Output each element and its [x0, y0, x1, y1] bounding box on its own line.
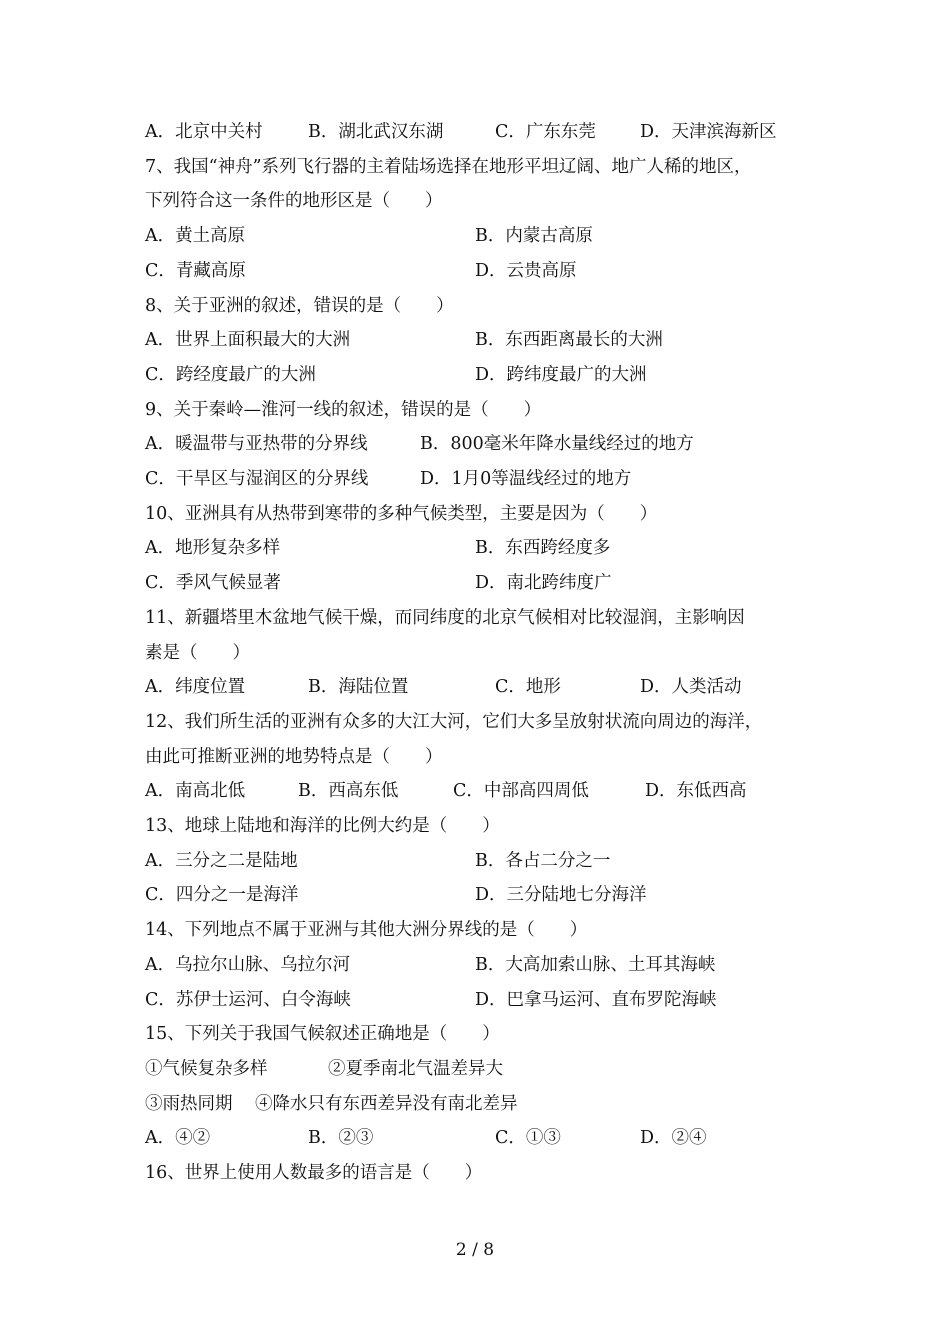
question-stem: 由此可推断亚洲的地势特点是（ ） [145, 746, 443, 767]
answer-option: B．②③ [308, 1128, 374, 1149]
question-stem: 8、关于亚洲的叙述，错误的是（ ） [145, 295, 454, 316]
question-stem: 下列符合这一条件的地形区是（ ） [145, 191, 443, 212]
answer-option: D．1月0等温线经过的地方 [420, 469, 632, 489]
answer-option: D．②④ [640, 1128, 707, 1149]
question-stem: 14、下列地点不属于亚洲与其他大洲分界线的是（ ） [145, 920, 588, 941]
answer-option: D．跨纬度最广的大洲 [475, 364, 647, 385]
options-row [145, 1054, 825, 1084]
answer-option: D．人类活动 [640, 677, 742, 698]
options-row [145, 256, 825, 286]
answer-option: C．苏伊士运河、白令海峡 [145, 989, 351, 1010]
answer-option: A．地形复杂多样 [145, 538, 281, 559]
answer-option: B．东西距离最长的大洲 [475, 330, 663, 351]
answer-option: D．三分陆地七分海洋 [475, 885, 647, 906]
options-row [145, 568, 825, 598]
answer-option: B．大高加索山脉、土耳其海峡 [475, 954, 716, 975]
question-stem: 15、下列关于我国气候叙述正确地是（ ） [145, 1024, 500, 1045]
options-row [145, 325, 825, 355]
question-stem: 12、我们所生活的亚洲有众多的大江大河，它们大多呈放射状流向周边的海洋， [145, 711, 763, 732]
answer-option: ④降水只有东西差异没有南北差异 [255, 1093, 518, 1114]
answer-option: A．④② [145, 1128, 211, 1149]
answer-option: C．跨经度最广的大洲 [145, 364, 316, 385]
answer-option: ③雨热同期 [145, 1093, 233, 1114]
answer-option: A．世界上面积最大的大洲 [145, 330, 351, 351]
answer-option: C．广东东莞 [495, 122, 596, 142]
answer-option: C．①③ [495, 1128, 561, 1149]
question-stem: 10、亚洲具有从热带到寒带的多种气候类型，主要是因为（ ） [145, 503, 658, 524]
answer-option: C．季风气候显著 [145, 573, 281, 594]
answer-option: C．青藏高原 [145, 260, 246, 281]
question-stem: 素是（ ） [145, 642, 250, 663]
options-row [145, 672, 825, 702]
options-row [145, 1089, 825, 1119]
answer-option: B．内蒙古高原 [475, 226, 593, 247]
options-row [145, 1123, 825, 1153]
options-row [145, 985, 825, 1015]
question-stem: 13、地球上陆地和海洋的比例大约是（ ） [145, 816, 500, 836]
answer-option: B．西高东低 [298, 781, 399, 802]
answer-option: C．干旱区与湿润区的分界线 [145, 469, 369, 489]
options-row [145, 880, 825, 910]
answer-option: C．中部高四周低 [453, 781, 589, 802]
answer-option: A．南高北低 [145, 781, 246, 802]
answer-option: D．云贵高原 [475, 260, 577, 281]
question-stem: 7、我国“神舟”系列飞行器的主着陆场选择在地形平坦辽阔、地广人稀的地区， [145, 156, 752, 177]
options-row [145, 950, 825, 980]
page-number: 2 / 8 [455, 1240, 495, 1260]
answer-option: ①气候复杂多样 [145, 1058, 268, 1079]
answer-option: A．黄土高原 [145, 226, 246, 247]
answer-option: ②夏季南北气温差异大 [328, 1058, 503, 1079]
options-row [145, 117, 825, 147]
options-row [145, 360, 825, 390]
question-stem: 11、新疆塔里木盆地气候干燥，而同纬度的北京气候相对比较湿润，主影响因 [145, 607, 745, 628]
answer-option: A．纬度位置 [145, 677, 246, 698]
answer-option: B．湖北武汉东湖 [308, 122, 444, 142]
answer-option: C．四分之一是海洋 [145, 885, 299, 906]
answer-option: C．地形 [495, 677, 561, 698]
answer-option: B．海陆位置 [308, 677, 409, 698]
options-row [145, 464, 825, 494]
question-stem: 16、世界上使用人数最多的语言是（ ） [145, 1163, 483, 1183]
answer-option: A．暖温带与亚热带的分界线 [145, 434, 368, 455]
answer-option: B．800毫米年降水量线经过的地方 [420, 434, 694, 455]
answer-option: D．东低西高 [645, 781, 747, 802]
answer-option: A．乌拉尔山脉、乌拉尔河 [145, 954, 351, 975]
answer-option: A．北京中关村 [145, 122, 263, 142]
options-row [145, 429, 825, 459]
question-stem: 9、关于秦岭—淮河一线的叙述，错误的是（ ） [145, 399, 542, 420]
options-row [145, 533, 825, 563]
answer-option: A．三分之二是陆地 [145, 850, 298, 871]
options-row [145, 846, 825, 876]
answer-option: B．东西跨经度多 [475, 538, 611, 559]
answer-option: B．各占二分之一 [475, 850, 611, 871]
options-row [145, 776, 825, 806]
answer-option: D．南北跨纬度广 [475, 573, 612, 594]
answer-option: D．天津滨海新区 [640, 122, 777, 142]
answer-option: D．巴拿马运河、直布罗陀海峡 [475, 989, 717, 1010]
options-row [145, 221, 825, 251]
